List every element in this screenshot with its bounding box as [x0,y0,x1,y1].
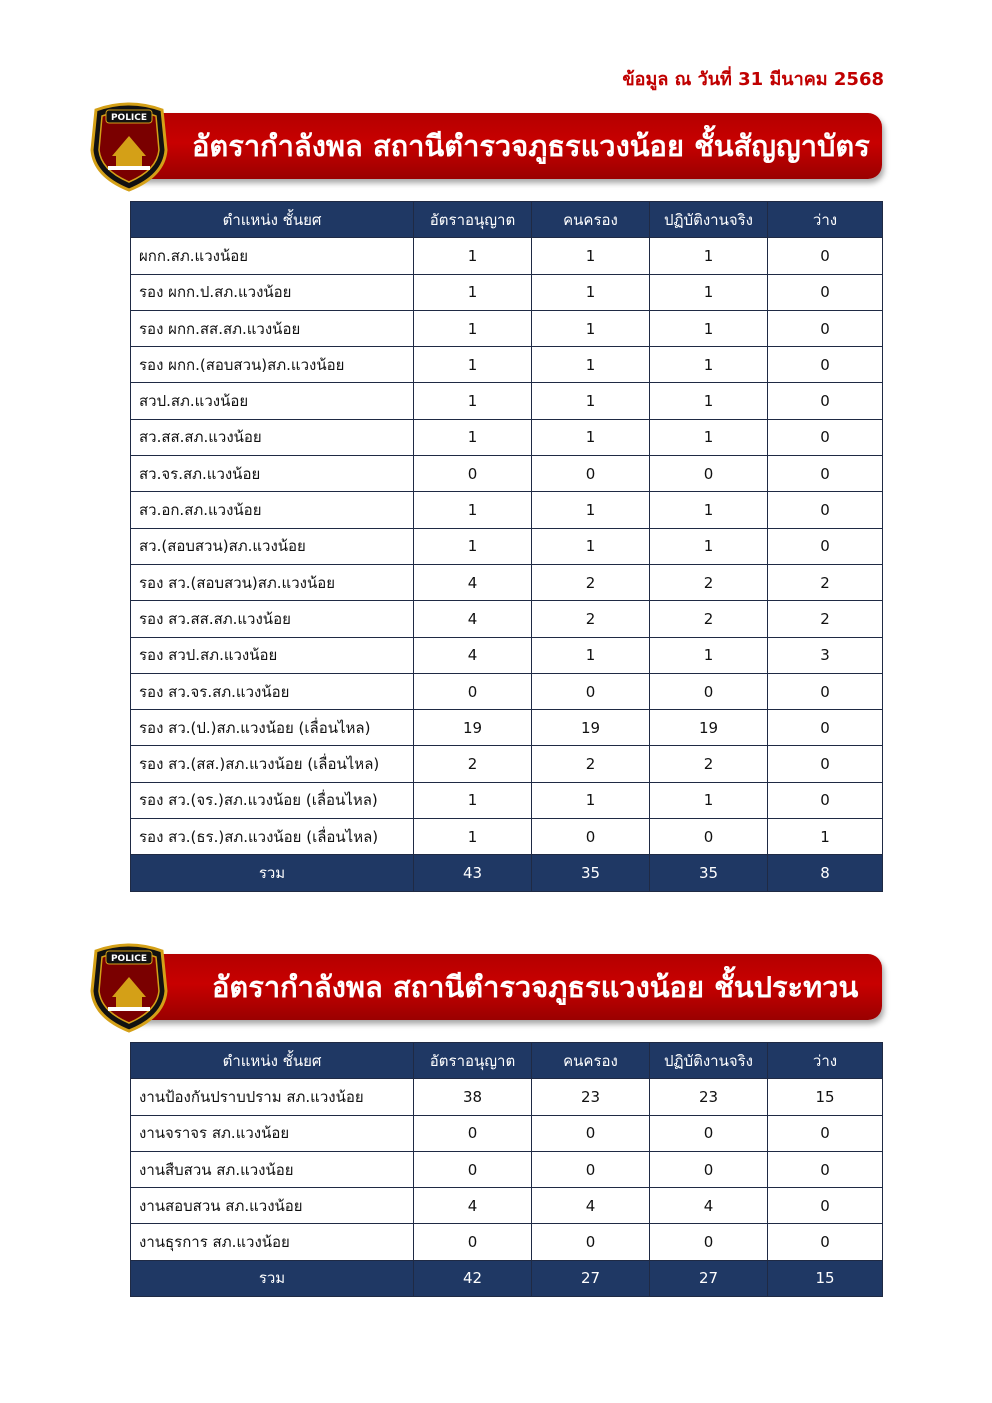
cell-position: รอง ผกก.ป.สภ.แวงน้อย [131,274,414,310]
badge-top-text: POLICE [110,954,148,964]
cell-vacant: 0 [768,673,883,709]
cell-position: รอง สว.(สอบสวน)สภ.แวงน้อย [131,564,414,600]
cell-position: สว.จร.สภ.แวงน้อย [131,456,414,492]
section-banner [88,100,884,184]
col-authorized-header: อัตราอนุญาต [414,1043,532,1079]
cell-vacant: 0 [768,746,883,782]
cell-onduty: 1 [650,782,768,818]
cell-onduty: 0 [650,819,768,855]
cell-position: สว.สส.สภ.แวงน้อย [131,419,414,455]
cell-occupied: 0 [532,819,650,855]
cell-authorized: 38 [414,1079,532,1115]
cell-authorized: 4 [414,637,532,673]
cell-vacant: 0 [768,1151,883,1187]
cell-position: รอง ผกก.(สอบสวน)สภ.แวงน้อย [131,347,414,383]
cell-onduty: 19 [650,710,768,746]
cell-onduty: 2 [650,564,768,600]
table-row [131,383,883,419]
cell-onduty: 23 [650,1079,768,1115]
table-row [131,238,883,274]
col-onduty-header: ปฏิบัติงานจริง [650,202,768,238]
table-row [131,746,883,782]
cell-position: ผกก.สภ.แวงน้อย [131,238,414,274]
cell-authorized: 19 [414,710,532,746]
cell-onduty: 0 [650,1115,768,1151]
cell-authorized: 0 [414,456,532,492]
cell-occupied: 1 [532,347,650,383]
cell-vacant: 0 [768,456,883,492]
cell-onduty: 1 [650,492,768,528]
table-row [131,492,883,528]
cell-occupied: 4 [532,1188,650,1224]
total-label: รวม [131,1260,414,1296]
cell-onduty: 1 [650,310,768,346]
col-vacant-header: ว่าง [768,202,883,238]
section-non-commissioned [88,941,884,1288]
cell-vacant: 2 [768,601,883,637]
cell-occupied: 0 [532,1115,650,1151]
cell-authorized: 4 [414,1188,532,1224]
cell-vacant: 0 [768,419,883,455]
cell-occupied: 0 [532,673,650,709]
col-onduty-header: ปฏิบัติงานจริง [650,1043,768,1079]
cell-onduty: 1 [650,419,768,455]
commissioned-table [130,201,883,892]
cell-occupied: 1 [532,637,650,673]
cell-onduty: 1 [650,383,768,419]
cell-authorized: 1 [414,347,532,383]
cell-position: รอง สว.(จร.)สภ.แวงน้อย (เลื่อนไหล) [131,782,414,818]
table-total-row [131,855,883,891]
cell-authorized: 1 [414,492,532,528]
col-occupied-header: คนครอง [532,202,650,238]
cell-occupied: 2 [532,601,650,637]
table-row [131,637,883,673]
cell-onduty: 1 [650,238,768,274]
cell-occupied: 1 [532,238,650,274]
total-authorized: 43 [414,855,532,891]
cell-vacant: 0 [768,492,883,528]
table-row [131,1224,883,1260]
non-commissioned-table [130,1042,883,1297]
cell-onduty: 0 [650,673,768,709]
cell-authorized: 1 [414,782,532,818]
cell-position: งานธุรการ สภ.แวงน้อย [131,1224,414,1260]
total-label: รวม [131,855,414,891]
cell-position: สว.อก.สภ.แวงน้อย [131,492,414,528]
badge-top-text: POLICE [110,113,148,123]
cell-vacant: 15 [768,1079,883,1115]
data-date: ข้อมูล ณ วันที่ 31 มีนาคม 2568 [622,69,884,90]
table-header-row [131,202,883,238]
table-row [131,419,883,455]
total-vacant: 15 [768,1260,883,1296]
table-row [131,1079,883,1115]
cell-authorized: 0 [414,673,532,709]
total-authorized: 42 [414,1260,532,1296]
cell-vacant: 2 [768,564,883,600]
cell-authorized: 4 [414,564,532,600]
cell-authorized: 4 [414,601,532,637]
cell-authorized: 1 [414,419,532,455]
section-commissioned [88,100,884,882]
cell-onduty: 0 [650,1151,768,1187]
cell-authorized: 0 [414,1115,532,1151]
section-banner [88,941,884,1025]
cell-vacant: 3 [768,637,883,673]
cell-authorized: 1 [414,383,532,419]
cell-onduty: 1 [650,637,768,673]
table-row [131,782,883,818]
table-row [131,1115,883,1151]
total-occupied: 27 [532,1260,650,1296]
table-row [131,710,883,746]
cell-occupied: 1 [532,419,650,455]
table-row [131,528,883,564]
cell-vacant: 0 [768,710,883,746]
cell-onduty: 2 [650,746,768,782]
section-title: อัตรากำลังพล สถานีตำรวจภูธรแวงน้อย ชั้นประทวน [212,970,859,1004]
cell-authorized: 1 [414,528,532,564]
table-row [131,310,883,346]
cell-position: รอง สวป.สภ.แวงน้อย [131,637,414,673]
col-occupied-header: คนครอง [532,1043,650,1079]
cell-position: งานสอบสวน สภ.แวงน้อย [131,1188,414,1224]
cell-occupied: 1 [532,528,650,564]
cell-position: งานจราจร สภ.แวงน้อย [131,1115,414,1151]
cell-vacant: 0 [768,1115,883,1151]
table-row [131,673,883,709]
cell-vacant: 0 [768,1224,883,1260]
total-occupied: 35 [532,855,650,891]
cell-vacant: 0 [768,310,883,346]
cell-position: รอง สว.สส.สภ.แวงน้อย [131,601,414,637]
cell-authorized: 1 [414,310,532,346]
cell-occupied: 1 [532,782,650,818]
table-row [131,274,883,310]
table-row [131,1188,883,1224]
cell-authorized: 1 [414,274,532,310]
table-row [131,601,883,637]
police-badge-icon [88,941,170,1033]
cell-vacant: 0 [768,1188,883,1224]
cell-authorized: 1 [414,238,532,274]
cell-occupied: 1 [532,274,650,310]
cell-onduty: 1 [650,347,768,383]
police-badge-icon [88,100,170,192]
total-onduty: 27 [650,1260,768,1296]
cell-occupied: 0 [532,1224,650,1260]
cell-onduty: 4 [650,1188,768,1224]
cell-onduty: 0 [650,456,768,492]
cell-vacant: 0 [768,782,883,818]
cell-onduty: 1 [650,528,768,564]
cell-position: รอง ผกก.สส.สภ.แวงน้อย [131,310,414,346]
col-authorized-header: อัตราอนุญาต [414,202,532,238]
cell-vacant: 0 [768,528,883,564]
cell-position: รอง สว.จร.สภ.แวงน้อย [131,673,414,709]
table-row [131,456,883,492]
cell-position: สว.(สอบสวน)สภ.แวงน้อย [131,528,414,564]
cell-position: งานป้องกันปราบปราม สภ.แวงน้อย [131,1079,414,1115]
cell-occupied: 0 [532,456,650,492]
col-position-header: ตำแหน่ง ชั้นยศ [131,202,414,238]
cell-position: สวป.สภ.แวงน้อย [131,383,414,419]
cell-onduty: 0 [650,1224,768,1260]
cell-position: งานสืบสวน สภ.แวงน้อย [131,1151,414,1187]
cell-occupied: 2 [532,564,650,600]
cell-occupied: 1 [532,492,650,528]
cell-position: รอง สว.(ป.)สภ.แวงน้อย (เลื่อนไหล) [131,710,414,746]
cell-occupied: 0 [532,1151,650,1187]
cell-position: รอง สว.(ธร.)สภ.แวงน้อย (เลื่อนไหล) [131,819,414,855]
total-onduty: 35 [650,855,768,891]
cell-authorized: 0 [414,1151,532,1187]
table-row [131,347,883,383]
cell-vacant: 0 [768,238,883,274]
cell-occupied: 2 [532,746,650,782]
cell-onduty: 1 [650,274,768,310]
cell-occupied: 23 [532,1079,650,1115]
cell-onduty: 2 [650,601,768,637]
cell-occupied: 1 [532,310,650,346]
col-position-header: ตำแหน่ง ชั้นยศ [131,1043,414,1079]
cell-vacant: 0 [768,383,883,419]
cell-authorized: 2 [414,746,532,782]
col-vacant-header: ว่าง [768,1043,883,1079]
cell-vacant: 0 [768,347,883,383]
cell-occupied: 1 [532,383,650,419]
cell-authorized: 1 [414,819,532,855]
table-total-row [131,1260,883,1296]
cell-occupied: 19 [532,710,650,746]
table-row [131,564,883,600]
total-vacant: 8 [768,855,883,891]
cell-vacant: 0 [768,274,883,310]
section-title: อัตรากำลังพล สถานีตำรวจภูธรแวงน้อย ชั้นสัญญาบัตร [192,129,870,163]
cell-position: รอง สว.(สส.)สภ.แวงน้อย (เลื่อนไหล) [131,746,414,782]
table-header-row [131,1043,883,1079]
table-row [131,1151,883,1187]
cell-authorized: 0 [414,1224,532,1260]
cell-vacant: 1 [768,819,883,855]
table-row [131,819,883,855]
